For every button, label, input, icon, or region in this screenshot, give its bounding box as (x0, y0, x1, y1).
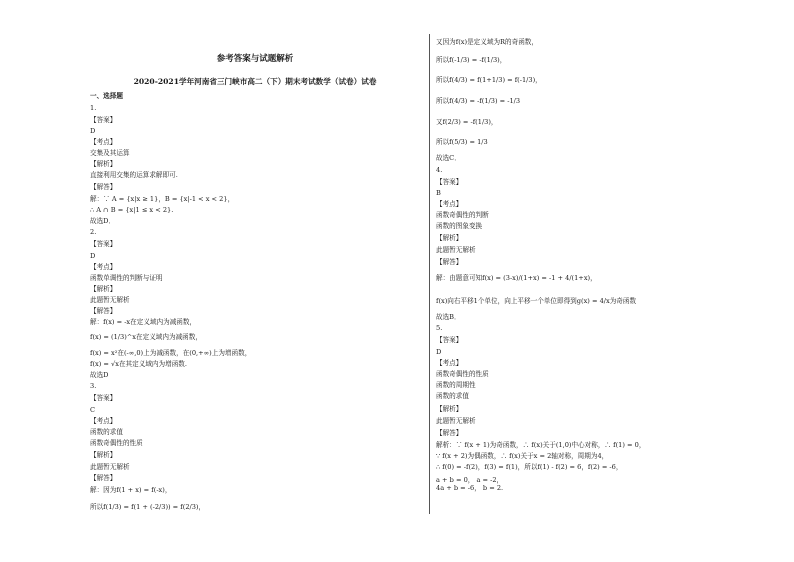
text-line: f(x)向右平移1个单位，向上平移一个单位即得到g(x) = 4/x为奇函数 (436, 297, 637, 305)
text-line: 【考点】 (90, 138, 117, 146)
text-line: 函数的图象变换 (436, 222, 483, 230)
text-line: 【解析】 (90, 451, 117, 459)
text-line: ∴ f(0) = -f(2)，f(3) = f(1)，所以f(1) - f(2) = 6，f(2) = -6， (436, 463, 623, 471)
text-line: 5. (436, 324, 443, 332)
text-line: 4. (436, 166, 443, 174)
text-line: 【解答】 (90, 474, 117, 482)
column-divider (429, 34, 430, 514)
document-heading: 参考答案与试题解析 (216, 54, 294, 64)
text-line: 解：因为f(1 + x) = f(-x)， (90, 486, 172, 494)
text-line: 【解答】 (90, 307, 117, 315)
text-line: 所以f(5/3) = 1/3 (436, 138, 488, 146)
text-line: 函数奇偶性的性质 (436, 370, 489, 378)
text-line: D (90, 127, 96, 135)
text-line: 所以f(4/3) = f(1+1/3) = f(-1/3)， (436, 76, 542, 84)
text-line: 【答案】 (90, 240, 117, 248)
text-line: 此题暂无解析 (436, 417, 476, 425)
text-line: 故选D． (90, 217, 116, 225)
text-line: f(x) = √x在其定义域内为增函数. (90, 360, 187, 368)
text-line: 【答案】 (436, 178, 463, 186)
text-line: 所以f(4/3) = -f(1/3) = -1/3 (436, 97, 521, 105)
text-line: 【答案】 (90, 116, 117, 124)
text-line: 所以f(1/3) = f(1 + (-2/3)) = f(2/3)， (90, 503, 206, 511)
text-line: 又因为f(x)是定义域为R的奇函数， (436, 38, 538, 46)
text-line: 解析：∵ f(x + 1)为奇函数，∴ f(x)关于(1,0)中心对称，∴ f(1) = 0， (436, 441, 646, 449)
text-line: 交集及其运算 (90, 149, 130, 157)
text-line: ∴ A ∩ B = {x|1 ≤ x < 2}. (90, 206, 174, 214)
text-line: f(x) = x²在(-∞,0)上为减函数，在(0,+∞)上为增函数， (90, 349, 252, 357)
text-line: 【解析】 (436, 234, 463, 242)
text-line: 此题暂无解析 (436, 246, 476, 254)
text-line: 【考点】 (436, 359, 463, 367)
text-line: 4a + b = -6， b = 2. (436, 484, 504, 492)
text-line: 又f(2/3) = -f(1/3)， (436, 118, 498, 126)
text-line: 故选B． (436, 313, 461, 321)
text-line: D (436, 348, 442, 356)
text-line: 故选D (90, 371, 109, 379)
text-line: 【考点】 (90, 263, 117, 271)
text-line: C (90, 406, 96, 414)
text-line: 【解析】 (90, 285, 117, 293)
text-line: 【解析】 (90, 160, 117, 168)
text-line: 【答案】 (436, 336, 463, 344)
text-line: 1. (90, 104, 97, 112)
text-line: 【解答】 (90, 183, 117, 191)
text-line: 2. (90, 228, 97, 236)
text-line: 【解答】 (436, 258, 463, 266)
text-line: ∵ f(x + 2)为偶函数，∴ f(x)关于x = 2轴对称，周期为4， (436, 452, 609, 460)
text-line: 所以f(-1/3) = -f(1/3)， (436, 56, 507, 64)
text-line: 【考点】 (90, 417, 117, 425)
text-line: a + b = 0， a = -2， (436, 476, 504, 484)
text-line: 故选C． (436, 154, 461, 162)
text-line: 函数的求值 (90, 428, 123, 436)
text-line: 函数的周期性 (436, 381, 476, 389)
text-line: 【答案】 (90, 394, 117, 402)
text-line: 此题暂无解析 (90, 463, 130, 471)
text-line: 直接利用交集的运算求解即可. (90, 171, 178, 179)
text-line: 【解析】 (436, 405, 463, 413)
text-line: 【考点】 (436, 200, 463, 208)
text-line: 函数的求值 (436, 392, 469, 400)
text-line: 【解答】 (436, 429, 463, 437)
text-line: 函数奇偶性的性质 (90, 439, 143, 447)
text-line: 3. (90, 382, 97, 390)
section-title: 一、选择题 (90, 92, 123, 100)
text-line: D (90, 252, 96, 260)
text-line: 函数奇偶性的判断 (436, 211, 489, 219)
text-line: f(x) = (1/3)^x在定义域内为减函数， (90, 333, 202, 341)
text-line: 函数单调性的判断与证明 (90, 274, 163, 282)
text-line: 此题暂无解析 (90, 296, 130, 304)
document-subtitle: 2020-2021学年河南省三门峡市高二（下）期末考试数学（试卷）试卷 (133, 77, 377, 86)
text-line: 解：由题意可知f(x) = (3-x)/(1+x) = -1 + 4/(1+x)， (436, 274, 597, 282)
text-line: B (436, 189, 441, 197)
text-line: 解：∵ A = {x|x ≥ 1}，B = {x|-1 < x < 2}， (90, 195, 235, 203)
text-line: 解：f(x) = -x在定义域内为减函数， (90, 318, 197, 326)
